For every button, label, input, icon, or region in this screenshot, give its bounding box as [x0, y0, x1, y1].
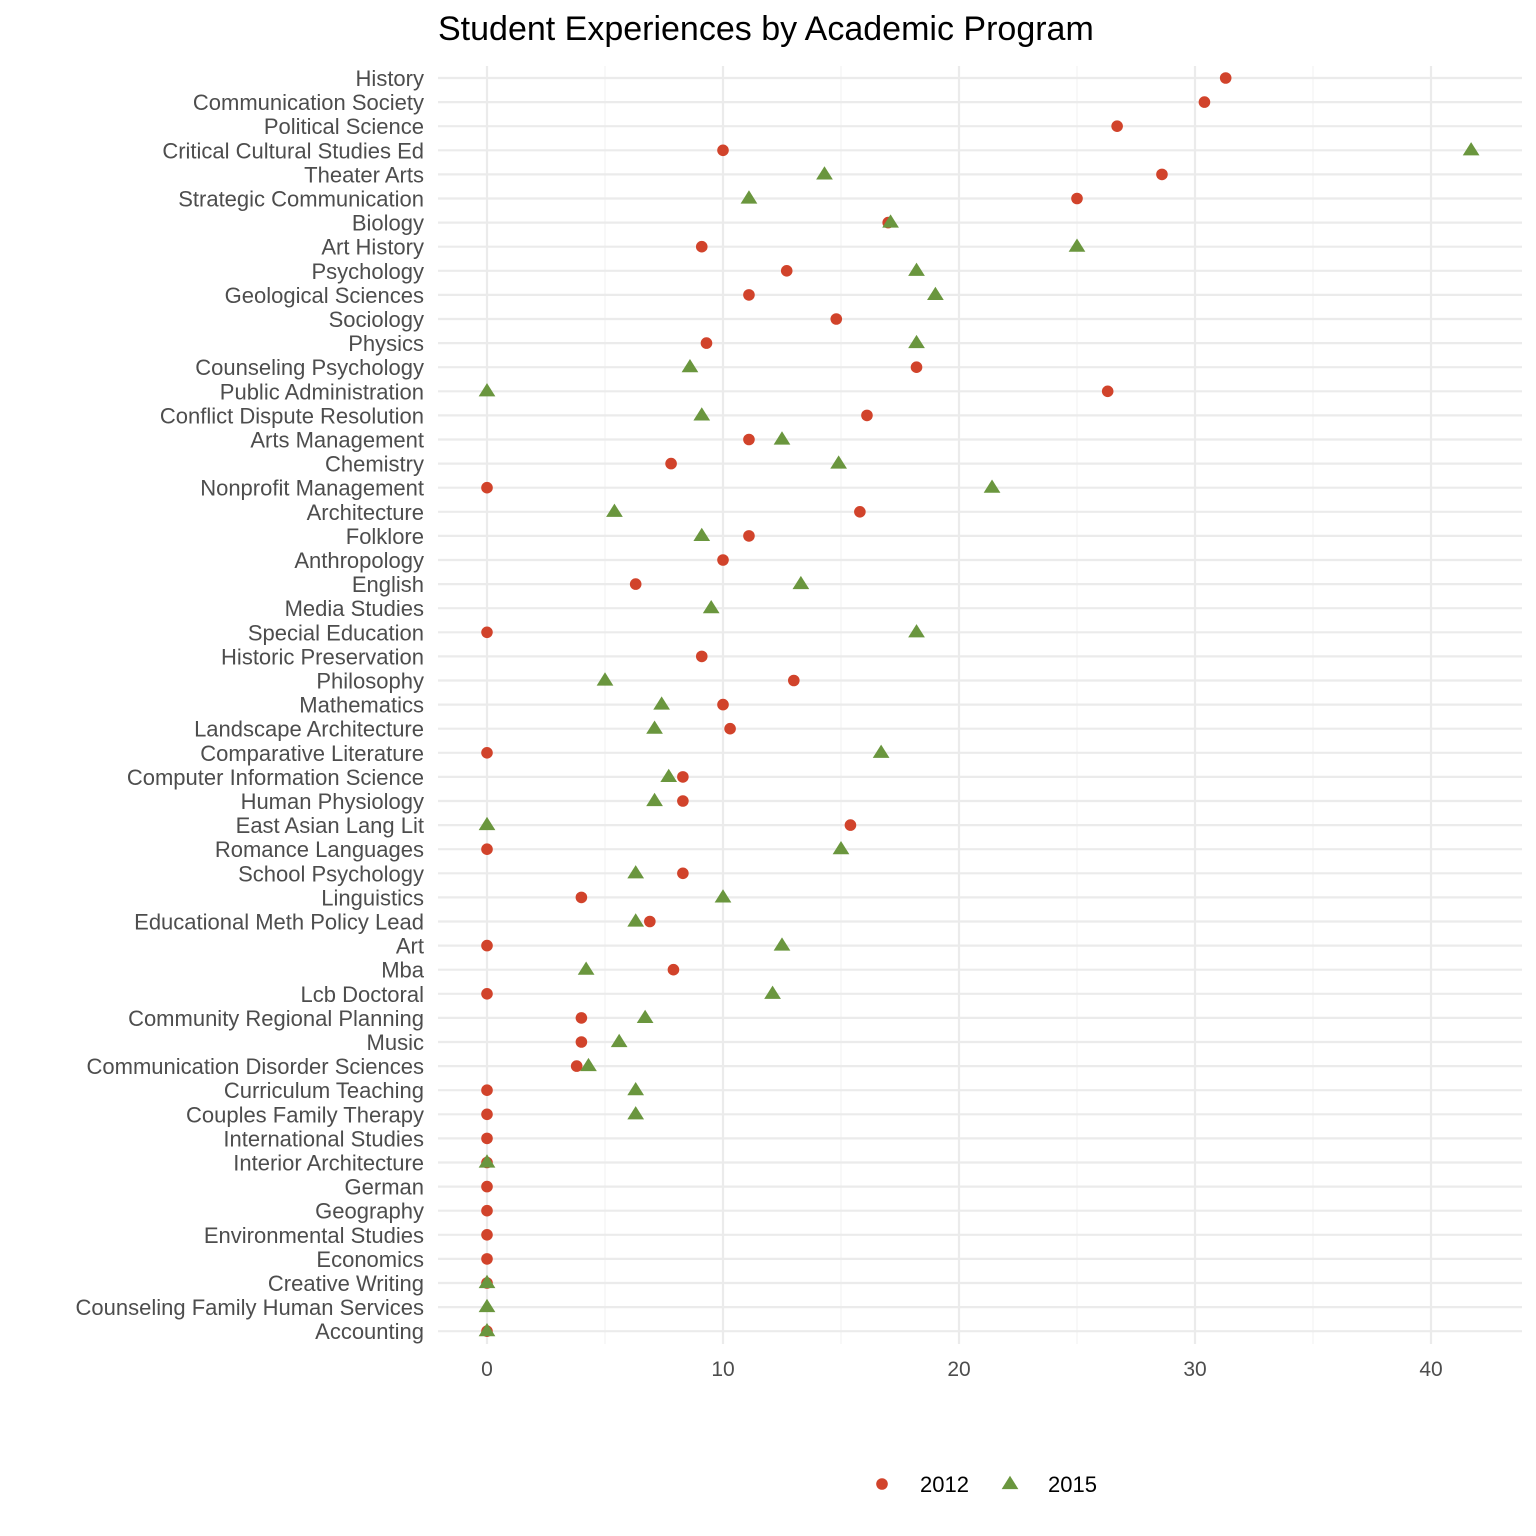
point-2015	[580, 1058, 597, 1071]
legend	[876, 1472, 1097, 1497]
point-2015	[627, 1082, 644, 1095]
y-tick-label: Couples Family Therapy	[185, 1102, 424, 1128]
point-2012	[576, 1036, 588, 1048]
point-2015	[833, 841, 850, 854]
y-tick-label: Geological Sciences	[224, 282, 424, 308]
point-2015	[479, 1154, 496, 1167]
point-2012	[677, 868, 689, 880]
legend-key-2015	[1002, 1476, 1019, 1489]
point-2015	[1463, 142, 1480, 155]
y-tick-label: Anthropology	[294, 548, 424, 573]
point-2012	[845, 819, 857, 831]
point-2015	[627, 865, 644, 878]
legend-key-2012	[876, 1478, 888, 1490]
y-tick-label: Lcb Doctoral	[300, 981, 424, 1007]
point-2015	[908, 624, 925, 637]
point-2015	[479, 817, 496, 830]
point-2015	[479, 1323, 496, 1336]
y-tick-label: English	[351, 572, 424, 598]
y-tick-label: History	[355, 66, 424, 91]
point-2015	[908, 335, 925, 348]
point-2015	[816, 166, 833, 179]
y-tick-label: Landscape Architecture	[194, 716, 424, 742]
point-2012	[481, 1205, 493, 1217]
point-2015	[611, 1034, 628, 1047]
y-tick-label: German	[344, 1174, 424, 1200]
point-2015	[646, 721, 663, 734]
y-tick-label: International Studies	[223, 1126, 424, 1152]
point-2012	[717, 554, 729, 566]
point-2015	[984, 480, 1001, 493]
x-axis-ticks	[481, 1358, 1443, 1381]
y-tick-label: Community Regional Planning	[128, 1005, 424, 1031]
point-2012	[481, 1253, 493, 1265]
point-2012	[696, 241, 708, 253]
point-2012	[717, 699, 729, 711]
point-2012	[481, 1084, 493, 1096]
y-tick-label: Arts Management	[250, 427, 424, 453]
y-tick-label: Special Education	[247, 620, 424, 646]
y-tick-label: School Psychology	[238, 861, 424, 887]
point-2012	[576, 1012, 588, 1024]
point-2012	[788, 675, 800, 687]
y-tick-label: Music	[366, 1030, 424, 1055]
point-2012	[481, 1181, 493, 1193]
y-tick-label: Chemistry	[324, 451, 424, 477]
point-2015	[830, 455, 847, 468]
point-2012	[830, 313, 842, 325]
point-2012	[1220, 72, 1232, 84]
point-2012	[854, 506, 866, 518]
grid-layer	[438, 66, 1522, 1344]
chart-title: Student Experiences by Academic Program	[438, 10, 1094, 48]
point-2015	[774, 937, 791, 950]
point-2015	[703, 600, 720, 613]
point-2012	[743, 530, 755, 542]
y-tick-label: Creative Writing	[267, 1271, 424, 1296]
point-2015	[597, 672, 614, 685]
point-2015	[693, 528, 710, 541]
point-2015	[637, 1010, 654, 1023]
point-2012	[481, 843, 493, 855]
point-2012	[1111, 120, 1123, 132]
y-tick-label: Art	[395, 933, 424, 959]
point-2015	[479, 1299, 496, 1312]
point-2012	[1071, 193, 1083, 205]
point-2012	[701, 337, 713, 349]
y-tick-label: Political Science	[263, 114, 424, 140]
point-2012	[696, 651, 708, 663]
point-2012	[781, 265, 793, 277]
y-tick-label: Geography	[315, 1198, 424, 1224]
point-2012	[677, 795, 689, 807]
y-tick-label: Accounting	[315, 1319, 424, 1345]
point-2015	[660, 769, 677, 782]
x-tick-label: 0	[481, 1358, 493, 1381]
point-2012	[644, 916, 656, 928]
y-tick-label: Conflict Dispute Resolution	[159, 403, 424, 429]
y-tick-label: Biology	[351, 210, 424, 236]
point-2012	[724, 723, 736, 735]
y-tick-label: Sociology	[328, 307, 424, 332]
point-2015	[606, 504, 623, 517]
point-2012	[677, 771, 689, 783]
point-2015	[627, 913, 644, 926]
y-tick-label: Romance Languages	[214, 837, 424, 863]
point-2012	[481, 1229, 493, 1241]
y-tick-label: East Asian Lang Lit	[235, 813, 424, 839]
y-tick-label: Environmental Studies	[203, 1222, 424, 1248]
y-axis-ticks	[76, 66, 425, 1344]
point-2015	[479, 383, 496, 396]
point-2015	[682, 359, 699, 372]
point-2012	[1156, 169, 1168, 181]
y-tick-label: Communication Society	[192, 90, 424, 116]
legend-label-2015: 2015	[1048, 1472, 1097, 1497]
point-2015	[764, 986, 781, 999]
y-tick-label: Critical Cultural Studies Ed	[162, 138, 424, 164]
y-tick-label: Communication Disorder Sciences	[86, 1054, 424, 1080]
point-2012	[481, 988, 493, 1000]
point-2015	[479, 1275, 496, 1288]
point-2015	[627, 1106, 644, 1119]
point-2012	[911, 361, 923, 373]
point-2012	[630, 578, 642, 590]
point-2015	[715, 889, 732, 902]
point-2012	[571, 1060, 583, 1072]
point-2015	[908, 263, 925, 276]
y-tick-label: Human Physiology	[240, 789, 424, 814]
point-2012	[481, 627, 493, 639]
point-2012	[481, 1109, 493, 1121]
y-tick-label: Linguistics	[321, 885, 424, 911]
y-tick-label: Strategic Communication	[178, 186, 424, 212]
point-2015	[578, 962, 595, 975]
x-tick-label: 10	[711, 1358, 735, 1381]
point-2015	[741, 190, 758, 203]
point-2012	[668, 964, 680, 976]
point-2012	[1199, 96, 1211, 108]
legend-label-2012: 2012	[920, 1472, 969, 1497]
point-2012	[481, 482, 493, 494]
y-tick-label: Economics	[316, 1246, 424, 1272]
point-2012	[861, 410, 873, 422]
point-2012	[576, 892, 588, 904]
point-2015	[873, 745, 890, 758]
y-tick-label: Nonprofit Management	[200, 475, 424, 501]
point-2012	[717, 145, 729, 157]
y-tick-label: Computer Information Science	[126, 764, 424, 790]
point-2012	[665, 458, 677, 470]
y-tick-label: Curriculum Teaching	[223, 1078, 424, 1104]
point-2012	[481, 940, 493, 952]
y-tick-label: Art History	[321, 234, 424, 260]
point-2012	[481, 1133, 493, 1145]
y-tick-label: Mathematics	[299, 692, 424, 718]
point-2012	[481, 747, 493, 759]
y-tick-label: Philosophy	[316, 668, 424, 694]
point-2015	[793, 576, 810, 589]
point-2015	[693, 407, 710, 420]
y-tick-label: Architecture	[306, 499, 424, 525]
y-tick-label: Folklore	[345, 523, 424, 549]
point-2015	[646, 793, 663, 806]
y-tick-label: Educational Meth Policy Lead	[134, 909, 424, 935]
point-2015	[774, 431, 791, 444]
point-2015	[1069, 239, 1086, 252]
y-tick-label: Media Studies	[284, 596, 424, 622]
y-tick-label: Theater Arts	[304, 162, 424, 188]
point-2015	[927, 287, 944, 300]
y-tick-label: Physics	[348, 331, 424, 357]
y-tick-label: Historic Preservation	[221, 644, 424, 670]
point-2012	[743, 434, 755, 446]
point-2012	[1102, 386, 1114, 398]
x-tick-label: 30	[1183, 1358, 1207, 1381]
y-tick-label: Counseling Psychology	[195, 355, 424, 381]
y-tick-label: Public Administration	[219, 379, 424, 405]
point-2015	[653, 696, 670, 709]
point-2012	[743, 289, 755, 301]
x-tick-label: 20	[947, 1358, 971, 1381]
y-tick-label: Mba	[381, 957, 424, 983]
y-tick-label: Counseling Family Human Services	[75, 1295, 424, 1321]
y-tick-label: Comparative Literature	[200, 740, 424, 766]
x-tick-label: 40	[1419, 1358, 1443, 1381]
y-tick-label: Psychology	[311, 258, 424, 284]
y-tick-label: Interior Architecture	[233, 1150, 424, 1176]
